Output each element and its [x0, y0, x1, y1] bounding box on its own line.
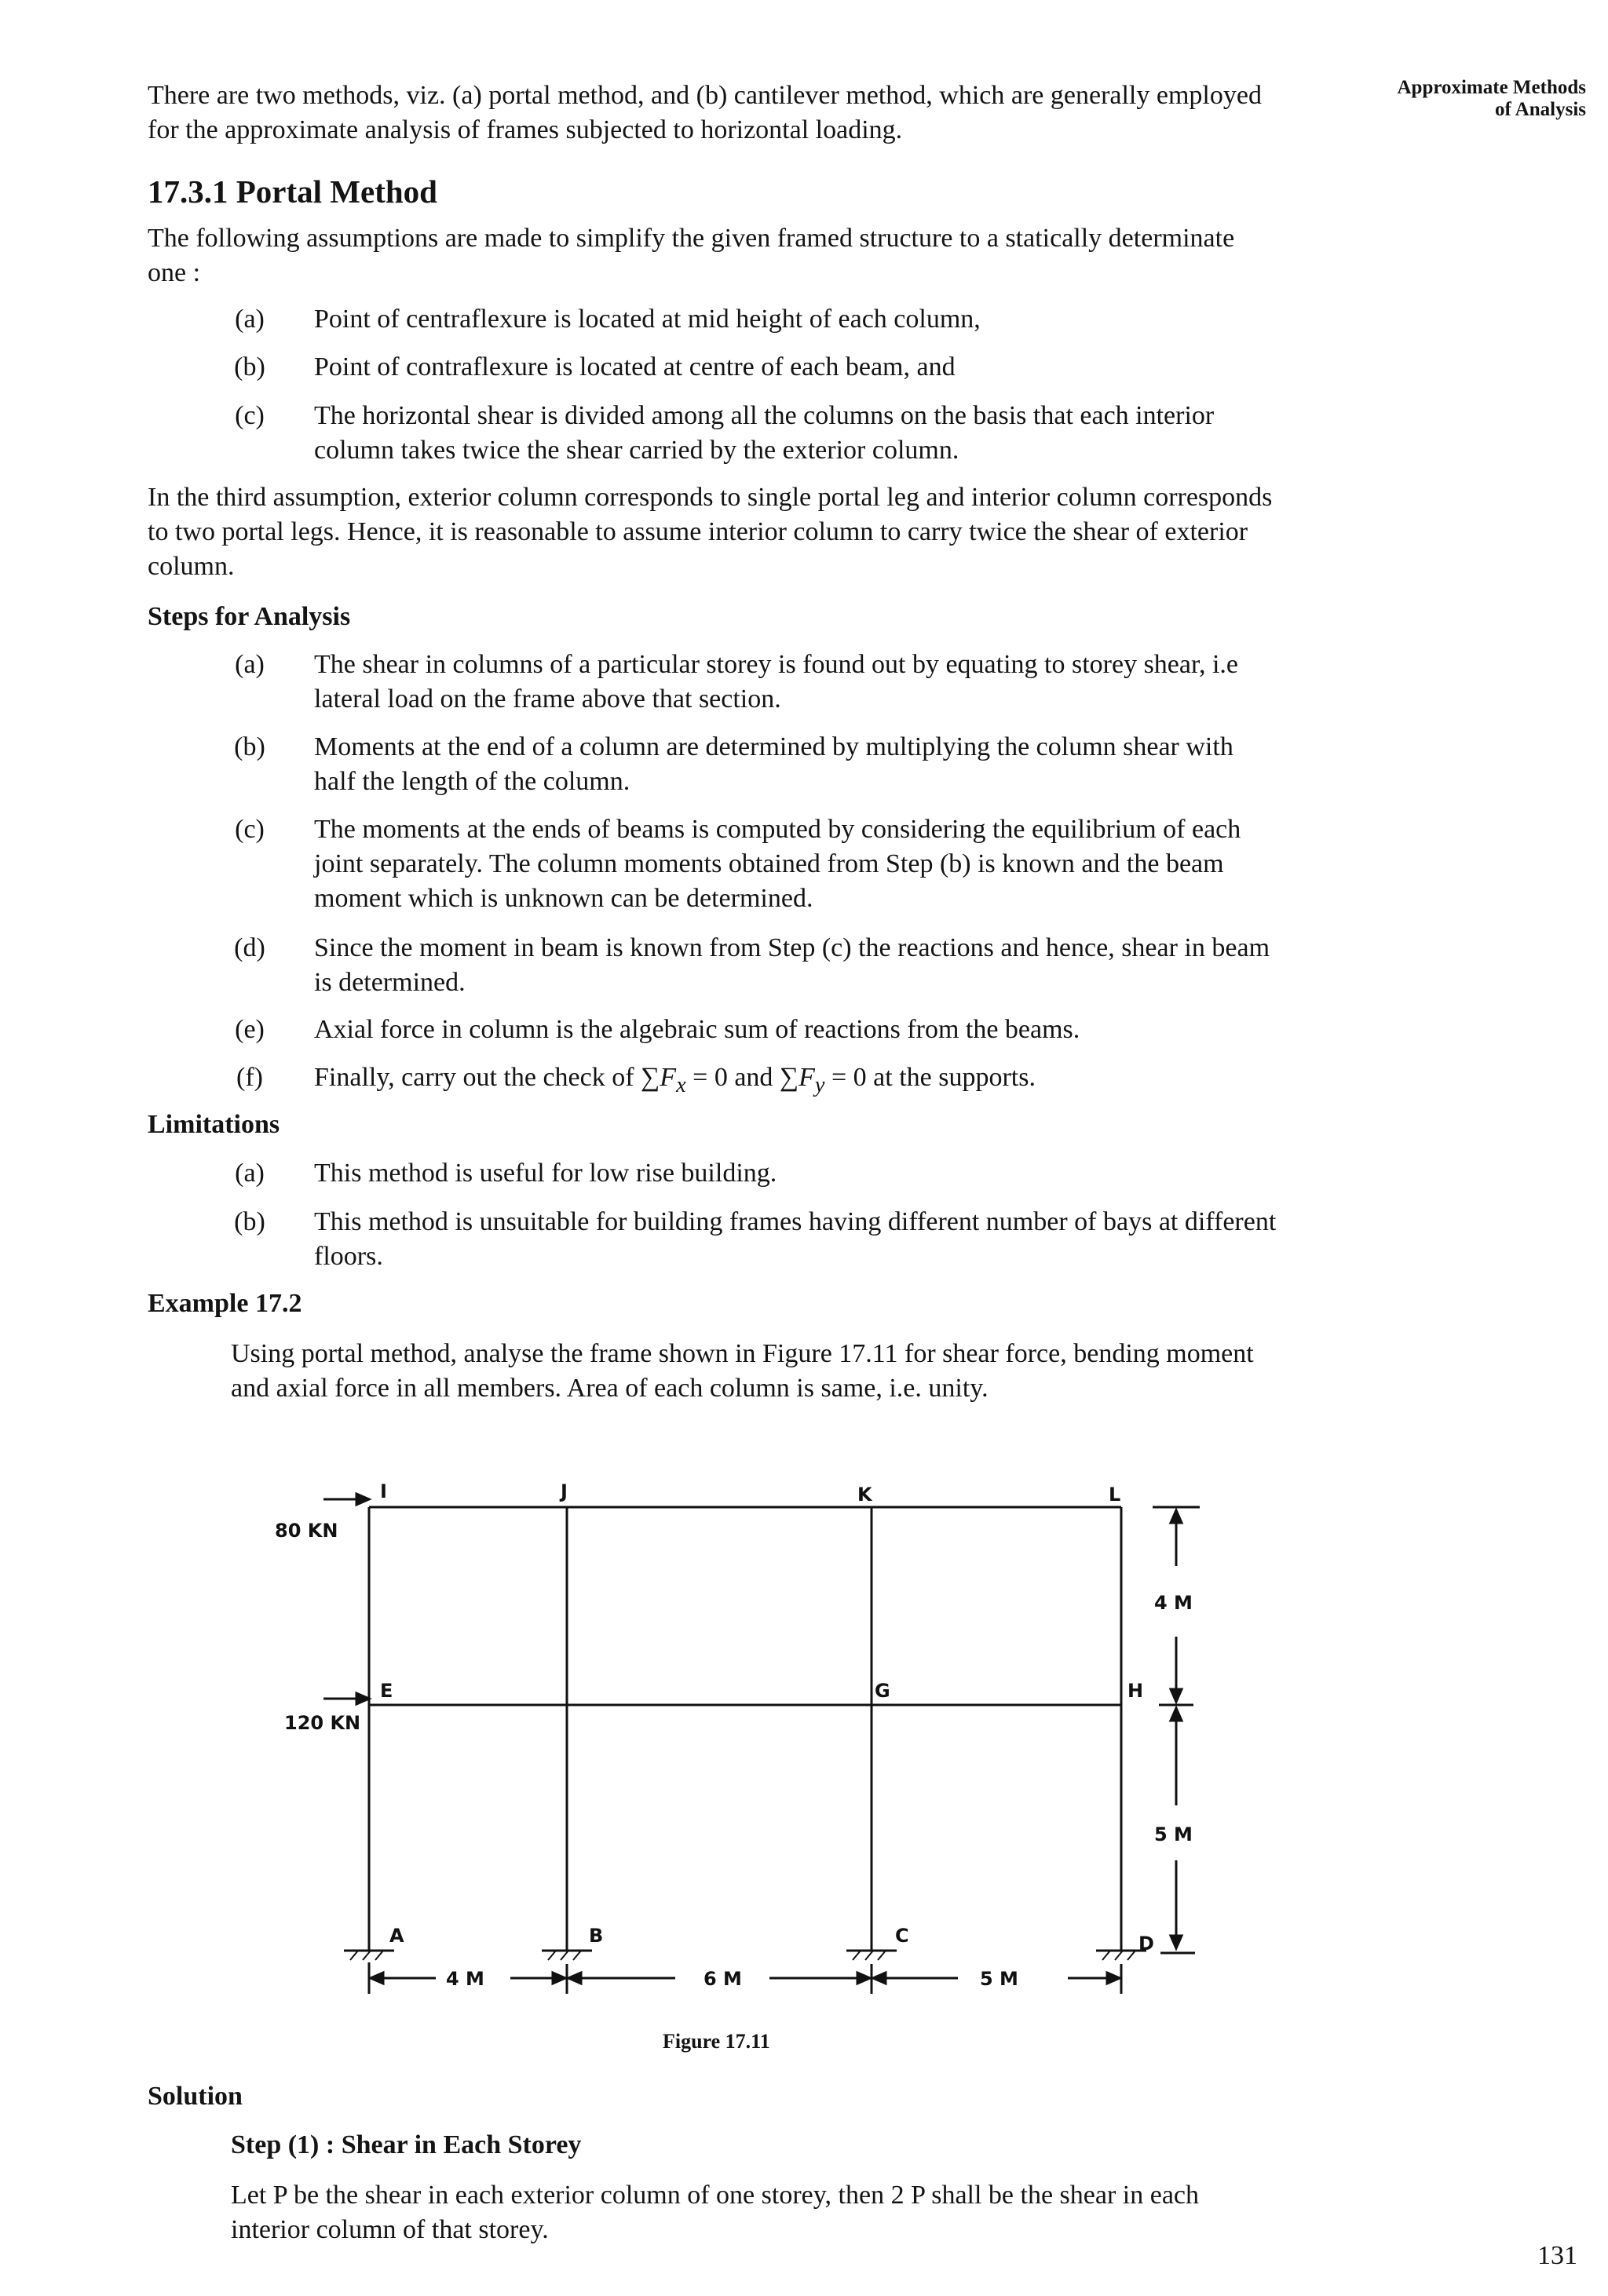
- dim-arrowhead: [1171, 1708, 1182, 1721]
- hatch: [573, 1951, 581, 1960]
- list-label: (b): [234, 732, 265, 761]
- page-number: 131: [1537, 2241, 1577, 2270]
- dim-arrowhead: [553, 1973, 565, 1984]
- equation-end: = 0 at the supports.: [824, 1063, 1036, 1092]
- list-text: Axial force in column is the algebraic sum of reactions from the beams.: [314, 1015, 1080, 1044]
- running-title-line1: Approximate Methods: [1397, 77, 1586, 98]
- dim-arrowhead: [873, 1973, 886, 1984]
- joint-label-j: J: [561, 1480, 568, 1502]
- list-label: (b): [234, 352, 265, 381]
- joint-label-a: A: [389, 1925, 404, 1947]
- list-label: (a): [235, 305, 265, 334]
- list-label: (f): [236, 1063, 263, 1092]
- dim-arrowhead: [1171, 1689, 1182, 1702]
- hatch: [363, 1951, 371, 1960]
- dim-bay3: 5 M: [980, 1968, 1018, 1990]
- dim-arrowhead: [568, 1973, 581, 1984]
- load-arrowhead-top: [356, 1494, 369, 1505]
- list-text: The moments at the ends of beams is computed by considering the equilibrium of each joint separately. The column moments obtained from Step (b) is known and the beam moment which is unknown can be determined.: [314, 815, 1241, 913]
- joint-label-g: G: [875, 1680, 890, 1702]
- running-title-line2: of Analysis: [1494, 99, 1586, 120]
- load-top-label: 80 KN: [275, 1520, 338, 1542]
- list-text: The shear in columns of a particular storey is found out by equating to storey shear, i.e lateral load on the frame above that section.: [314, 650, 1238, 714]
- dim-lower-storey: 5 M: [1154, 1823, 1193, 1845]
- dim-arrowhead: [1171, 1936, 1182, 1948]
- list-text: Point of contraflexure is located at centre of each beam, and: [314, 352, 956, 381]
- list-text: Since the moment in beam is known from Step (c) the reactions and hence, shear in beam is determined.: [314, 933, 1270, 997]
- list-label: (b): [234, 1207, 265, 1236]
- section-title: 17.3.1 Portal Method: [148, 173, 437, 210]
- equation-mid: = 0 and: [685, 1063, 780, 1092]
- dim-bay1: 4 M: [446, 1968, 484, 1990]
- joint-label-d: D: [1138, 1933, 1154, 1955]
- list-text: Moments at the end of a column are determined by multiplying the column shear with half the length of the column.: [314, 732, 1233, 796]
- solution-step-text: Let P be the shear in each exterior column of one storey, then 2 P shall be the shear in each interior column of that storey.: [231, 2181, 1200, 2244]
- solution-title: Solution: [148, 2082, 243, 2111]
- dim-upper-storey: 4 M: [1154, 1592, 1193, 1614]
- hatch: [1102, 1951, 1110, 1960]
- hatch: [853, 1951, 861, 1960]
- sum-fy: ∑F: [779, 1063, 815, 1092]
- equation-lead: Finally, carry out the check of: [314, 1063, 641, 1092]
- hatch: [350, 1951, 358, 1960]
- list-text: This method is useful for low rise building.: [314, 1159, 777, 1188]
- dim-arrowhead: [857, 1973, 870, 1984]
- joint-label-e: E: [380, 1680, 393, 1702]
- dim-bay2: 6 M: [704, 1968, 742, 1990]
- sum-fx: ∑F: [641, 1063, 677, 1092]
- joint-label-l: L: [1109, 1484, 1121, 1506]
- joint-label-i: I: [380, 1480, 387, 1502]
- dim-arrowhead: [1107, 1973, 1120, 1984]
- joint-label-h: H: [1127, 1680, 1144, 1702]
- hatch: [865, 1951, 873, 1960]
- section-lead: The following assumptions are made to simplify the given framed structure to a statically determinate one :: [148, 224, 1235, 287]
- steps-title: Steps for Analysis: [148, 602, 351, 631]
- joint-label-c: C: [895, 1925, 909, 1947]
- intro-paragraph: There are two methods, viz. (a) portal method, and (b) cantilever method, which are generally employed for the approximate analysis of frames subjected to horizontal loading.: [148, 81, 1262, 144]
- dim-arrowhead: [1171, 1510, 1182, 1523]
- limitations-title: Limitations: [148, 1110, 280, 1139]
- hatch: [561, 1951, 568, 1960]
- figure-caption: Figure 17.11: [663, 2030, 770, 2053]
- list-text: This method is unsuitable for building frames having different number of bays at different floors.: [314, 1207, 1277, 1271]
- hatch: [878, 1951, 886, 1960]
- sum-fx-sub: x: [676, 1072, 686, 1097]
- list-text: The horizontal shear is divided among all the columns on the basis that each interior column takes twice the shear carried by the exterior column.: [314, 401, 1215, 465]
- hatch: [548, 1951, 556, 1960]
- joint-label-k: K: [857, 1484, 872, 1506]
- list-label: (c): [235, 815, 265, 844]
- dim-arrowhead: [371, 1973, 383, 1984]
- list-text: Point of centraflexure is located at mid height of each column,: [314, 305, 981, 334]
- solution-step-title: Step (1) : Shear in Each Storey: [231, 2130, 582, 2159]
- joint-label-b: B: [589, 1925, 604, 1947]
- load-middle-label: 120 KN: [284, 1712, 361, 1734]
- list-label: (d): [234, 933, 265, 962]
- list-label: (e): [235, 1015, 265, 1044]
- list-label: (a): [235, 1159, 265, 1188]
- list-label: (c): [235, 401, 265, 430]
- hatch: [375, 1951, 383, 1960]
- example-title: Example 17.2: [148, 1289, 302, 1318]
- explanation-paragraph: In the third assumption, exterior column corresponds to single portal leg and interior column corresponds to two portal legs. Hence, it is reasonable to assume interior column to carry twice the shear of exterior column.: [148, 483, 1273, 581]
- sum-fy-sub: y: [814, 1072, 825, 1097]
- hatch: [1115, 1951, 1123, 1960]
- list-label: (a): [235, 650, 265, 679]
- load-arrowhead-middle: [356, 1693, 369, 1704]
- example-text: Using portal method, analyse the frame shown in Figure 17.11 for shear force, bending moment and axial force in all members. Area of each column is same, i.e. unity.: [231, 1339, 1254, 1403]
- hatch: [1127, 1951, 1135, 1960]
